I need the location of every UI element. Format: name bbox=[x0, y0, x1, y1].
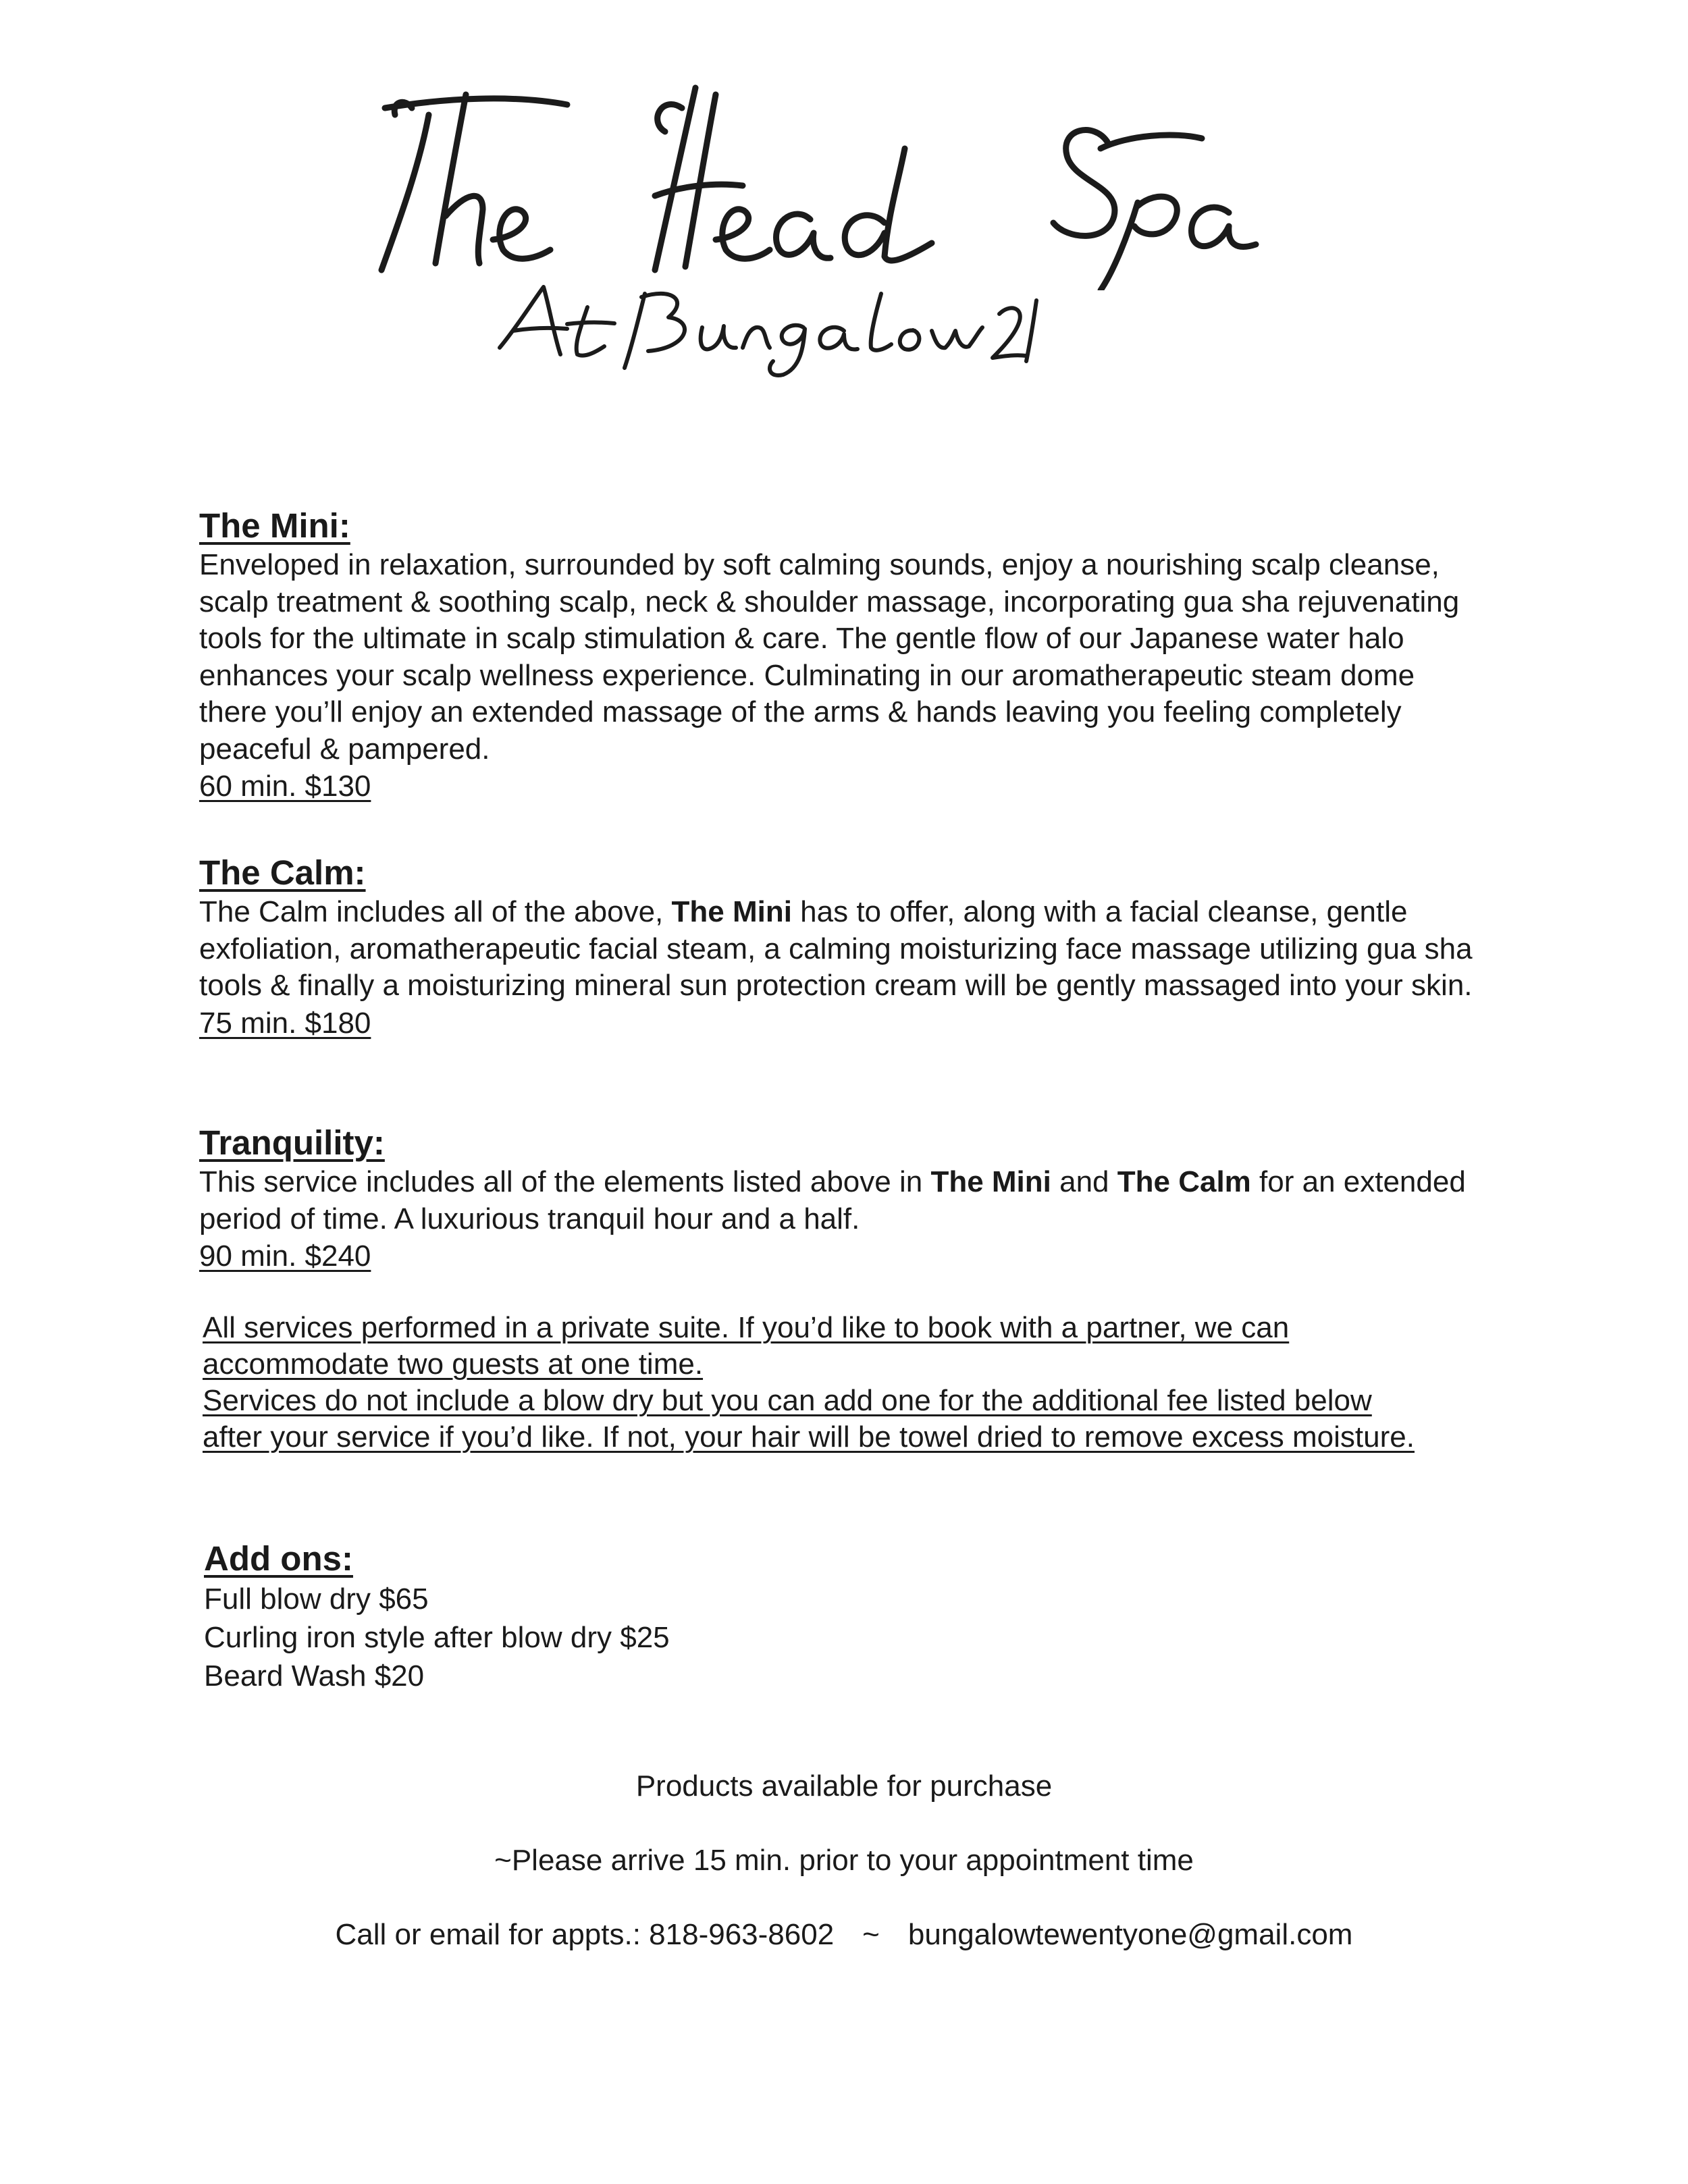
service-notes bbox=[203, 1310, 1418, 1456]
service-the-calm bbox=[199, 852, 1482, 1042]
contact-line bbox=[0, 1916, 1688, 1954]
contact-separator: ~ bbox=[862, 1918, 880, 1951]
note-private-suite: All services performed in a private suite. If you’d like to book with a partner, we can accommodate two guests at one time. bbox=[203, 1311, 1290, 1381]
description-text: has to offer, along with a facial cleanse, gentle exfoliation, aromatherapeutic facial steam, a calming moisturizing face massage utilizing gua sha tools & finally a moisturizing mineral sun protection cream will be gently massaged into your skin. bbox=[199, 895, 1473, 1002]
service-price: 90 min. $240 bbox=[199, 1240, 371, 1273]
arrival-note: ~Please arrive 15 min. prior to your appointment time bbox=[494, 1844, 1194, 1877]
contact-email: bungalowtewentyone@gmail.com bbox=[907, 1918, 1353, 1951]
description-text: Enveloped in relaxation, surrounded by soft calming sounds, enjoy a nourishing scalp cleanse, scalp treatment & soothing scalp, neck & shoulder massage, incorporating gua sha rejuvenating tools for the ultimate in scalp stimulation & care. The gentle flow of our Japanese water halo enhances your scalp wellness experience. Culminating in our aromatherapeutic steam dome there you’ll enjoy an extended massage of the arms & hands leaving you feeling completely peaceful & pampered. bbox=[199, 548, 1460, 766]
description-text: and bbox=[1051, 1165, 1117, 1198]
addon-item: Curling iron style after blow dry $25 bbox=[204, 1621, 670, 1654]
description-text: The Calm includes all of the above, bbox=[199, 895, 672, 928]
addons-list bbox=[204, 1580, 1487, 1695]
service-price: 60 min. $130 bbox=[199, 770, 371, 803]
service-description bbox=[199, 1164, 1482, 1237]
description-text: for an extended period of time. A luxurious tranquil hour and a half. bbox=[199, 1165, 1466, 1235]
description-emphasis: The Calm bbox=[1117, 1165, 1251, 1198]
service-heading: The Calm: bbox=[199, 853, 366, 892]
handwritten-title-logo bbox=[365, 68, 1283, 290]
addons-section bbox=[204, 1538, 1487, 1695]
addons-heading: Add ons: bbox=[204, 1539, 353, 1578]
service-price: 75 min. $180 bbox=[199, 1006, 371, 1040]
service-tranquility bbox=[199, 1122, 1482, 1275]
note-blow-dry: Services do not include a blow dry but you can add one for the additional fee listed below after your service if you’d like. If not, your hair will be towel dried to remove excess moisture. bbox=[203, 1384, 1415, 1454]
service-description bbox=[199, 894, 1482, 1005]
description-emphasis: The Mini bbox=[671, 895, 792, 928]
service-the-mini bbox=[199, 505, 1482, 805]
addon-item: Full blow dry $65 bbox=[204, 1582, 429, 1616]
addon-item: Beard Wash $20 bbox=[204, 1659, 425, 1693]
handwritten-subtitle-logo bbox=[486, 273, 1040, 381]
service-heading: The Mini: bbox=[199, 506, 350, 545]
service-heading: Tranquility: bbox=[199, 1123, 385, 1162]
description-text: This service includes all of the elements listed above in bbox=[199, 1165, 931, 1198]
service-description bbox=[199, 547, 1469, 768]
description-emphasis: The Mini bbox=[930, 1165, 1051, 1198]
products-note: Products available for purchase bbox=[635, 1769, 1053, 1803]
contact-phone: Call or email for appts.: 818-963-8602 bbox=[335, 1918, 835, 1951]
